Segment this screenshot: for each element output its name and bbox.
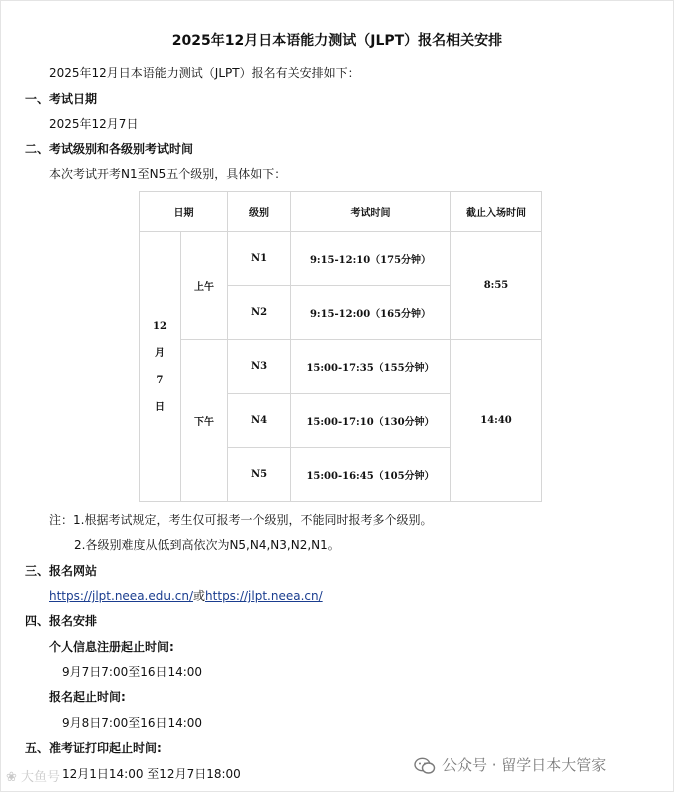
registration-label: 个人信息注册起止时间:: [49, 640, 174, 654]
date-char: 日: [155, 401, 165, 413]
date-char: 月: [155, 347, 165, 359]
table-row: [140, 232, 542, 286]
date-cell: [140, 232, 181, 502]
corner-watermark-text: 大鱼号: [21, 770, 61, 785]
note-1: 注：1.根据考试规定，考生仅可报考一个级别，不能同时报考多个级别。: [49, 513, 433, 527]
level-cell: N5: [228, 448, 291, 502]
section1-heading: 一、考试日期: [25, 92, 98, 106]
website-links: [49, 589, 323, 603]
page-title: 2025年12月日本语能力测试（JLPT）报名相关安排: [171, 33, 503, 49]
cutoff-pm: 14:40: [451, 340, 542, 502]
registration-time: 9月7日7:00至16日14:00: [62, 665, 203, 679]
level-cell: N2: [228, 286, 291, 340]
exam-schedule-table: [139, 191, 542, 502]
levels-description: 本次考试开考N1至N5五个级别，具体如下：: [49, 167, 287, 181]
date-char: 7: [156, 374, 164, 386]
wechat-icon: [414, 757, 436, 775]
header-exam-time: 考试时间: [291, 192, 451, 232]
section3-heading: 三、报名网站: [25, 564, 98, 578]
level-cell: N1: [228, 232, 291, 286]
admission-print-time: 12月1日14:00 至12月7日18:00: [62, 767, 241, 781]
header-cutoff-time: 截止入场时间: [451, 192, 542, 232]
fish-logo-icon: ❀: [6, 770, 17, 785]
table-row: [140, 340, 542, 394]
time-cell: 9:15-12:00（165分钟）: [291, 286, 451, 340]
or-text: 或: [193, 589, 206, 603]
note-2: 2.各级别难度从低到高依次为N5,N4,N3,N2,N1。: [74, 538, 340, 552]
level-cell: N3: [228, 340, 291, 394]
date-char: 12: [153, 320, 167, 332]
wechat-watermark-text: 公众号 · 留学日本大管家: [442, 756, 607, 774]
table-header-row: [140, 192, 542, 232]
time-cell: 15:00-17:35（155分钟）: [291, 340, 451, 394]
cutoff-am: 8:55: [451, 232, 542, 340]
time-cell: 15:00-17:10（130分钟）: [291, 394, 451, 448]
header-level: 级别: [228, 192, 291, 232]
apply-label: 报名起止时间:: [49, 690, 126, 704]
session-pm: 下午: [181, 340, 228, 502]
intro-text: 2025年12月日本语能力测试（JLPT）报名有关安排如下：: [49, 66, 360, 80]
session-am: 上午: [181, 232, 228, 340]
section2-heading: 二、考试级别和各级别考试时间: [25, 142, 194, 156]
link-jlpt-neea-edu[interactable]: https://jlpt.neea.edu.cn/: [49, 589, 194, 603]
apply-time: 9月8日7:00至16日14:00: [62, 716, 203, 730]
link-jlpt-neea[interactable]: https://jlpt.neea.cn/: [205, 589, 323, 603]
section4-heading: 四、报名安排: [25, 614, 98, 628]
section5-heading: 五、准考证打印起止时间:: [25, 741, 162, 755]
exam-date: 2025年12月7日: [49, 117, 139, 131]
wechat-watermark: [414, 754, 606, 775]
header-date: 日期: [140, 192, 228, 232]
time-cell: 9:15-12:10（175分钟）: [291, 232, 451, 286]
corner-watermark: [6, 766, 60, 785]
time-cell: 15:00-16:45（105分钟）: [291, 448, 451, 502]
level-cell: N4: [228, 394, 291, 448]
